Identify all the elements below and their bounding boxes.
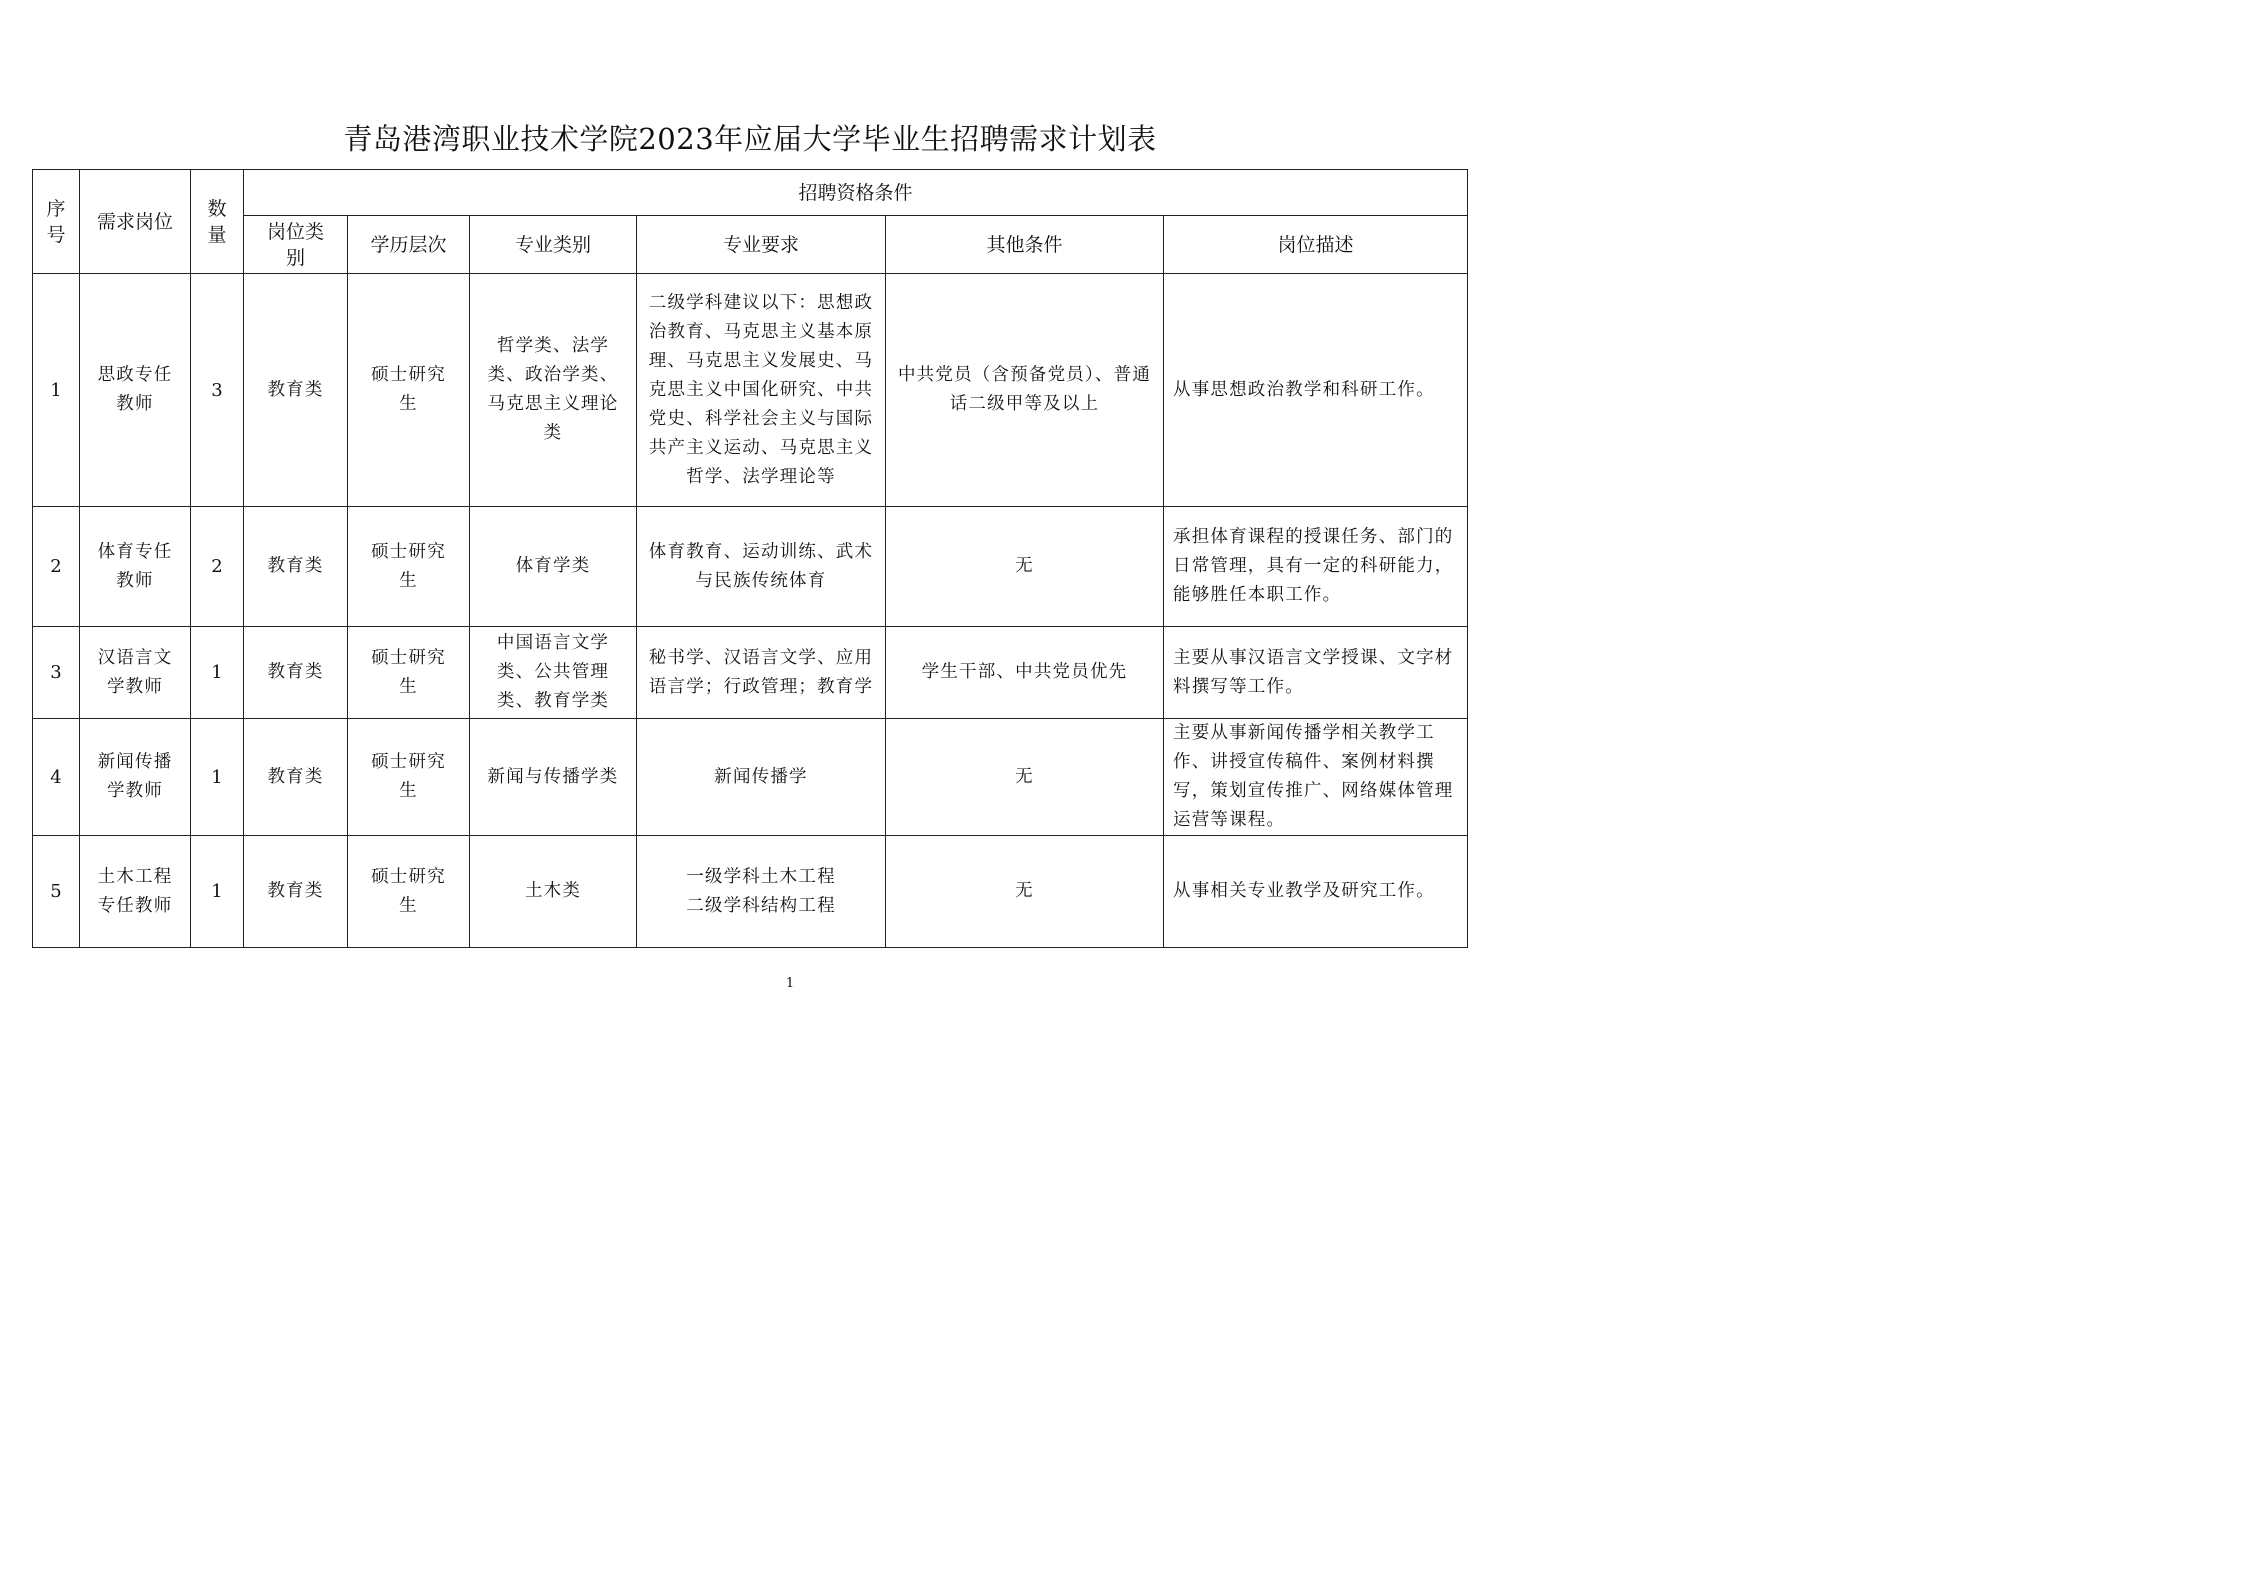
cell-position: 思政专任教师 [80, 274, 191, 507]
cell-major-requirement: 一级学科土木工程 二级学科结构工程 [637, 836, 886, 948]
cell-count: 1 [191, 719, 244, 836]
cell-description: 从事思想政治教学和科研工作。 [1164, 274, 1468, 507]
table-row [33, 719, 1468, 836]
cell-post-type: 教育类 [244, 836, 348, 948]
cell-position: 汉语言文学教师 [80, 627, 191, 719]
cell-position: 体育专任教师 [80, 507, 191, 627]
header-seq: 序号 [33, 170, 80, 274]
cell-post-type: 教育类 [244, 507, 348, 627]
cell-post-type: 教育类 [244, 719, 348, 836]
cell-other: 无 [886, 507, 1164, 627]
cell-count: 2 [191, 507, 244, 627]
page-number: 1 [785, 976, 795, 991]
table-row [33, 274, 1468, 507]
table-row [33, 836, 1468, 948]
cell-major-category: 新闻与传播学类 [470, 719, 637, 836]
cell-count: 1 [191, 836, 244, 948]
header-count: 数量 [191, 170, 244, 274]
cell-seq: 1 [33, 274, 80, 507]
cell-education: 硕士研究生 [348, 719, 470, 836]
cell-description: 承担体育课程的授课任务、部门的日常管理，具有一定的科研能力，能够胜任本职工作。 [1164, 507, 1468, 627]
cell-major-category: 哲学类、法学类、政治学类、马克思主义理论类 [470, 274, 637, 507]
header-major-category: 专业类别 [470, 216, 637, 274]
header-row-top [33, 170, 1468, 216]
cell-post-type: 教育类 [244, 627, 348, 719]
header-description: 岗位描述 [1164, 216, 1468, 274]
cell-position: 土木工程专任教师 [80, 836, 191, 948]
recruitment-plan-table [32, 169, 1468, 948]
cell-other: 中共党员（含预备党员）、普通话二级甲等及以上 [886, 274, 1164, 507]
cell-seq: 5 [33, 836, 80, 948]
header-qualifications: 招聘资格条件 [244, 170, 1468, 216]
header-major-requirement: 专业要求 [637, 216, 886, 274]
cell-major-category: 体育学类 [470, 507, 637, 627]
header-post-type: 岗位类别 [244, 216, 348, 274]
cell-major-requirement: 体育教育、运动训练、武术与民族传统体育 [637, 507, 886, 627]
cell-other: 无 [886, 836, 1164, 948]
header-education: 学历层次 [348, 216, 470, 274]
cell-major-category: 中国语言文学类、公共管理类、教育学类 [470, 627, 637, 719]
table-row [33, 507, 1468, 627]
cell-education: 硕士研究生 [348, 627, 470, 719]
cell-major-category: 土木类 [470, 836, 637, 948]
cell-education: 硕士研究生 [348, 274, 470, 507]
cell-education: 硕士研究生 [348, 507, 470, 627]
cell-major-requirement: 新闻传播学 [637, 719, 886, 836]
cell-other: 无 [886, 719, 1164, 836]
header-position: 需求岗位 [80, 170, 191, 274]
cell-seq: 4 [33, 719, 80, 836]
cell-position: 新闻传播学教师 [80, 719, 191, 836]
document-title: 青岛港湾职业技术学院2023年应届大学毕业生招聘需求计划表 [343, 122, 1157, 156]
cell-major-requirement: 秘书学、汉语言文学、应用语言学；行政管理；教育学 [637, 627, 886, 719]
cell-description: 主要从事新闻传播学相关教学工作、讲授宣传稿件、案例材料撰写，策划宣传推广、网络媒体管理运营等课程。 [1164, 719, 1468, 836]
cell-education: 硕士研究生 [348, 836, 470, 948]
cell-major-requirement: 二级学科建议以下：思想政治教育、马克思主义基本原理、马克思主义发展史、马克思主义中国化研究、中共党史、科学社会主义与国际共产主义运动、马克思主义哲学、法学理论等 [637, 274, 886, 507]
cell-seq: 2 [33, 507, 80, 627]
cell-count: 3 [191, 274, 244, 507]
cell-description: 从事相关专业教学及研究工作。 [1164, 836, 1468, 948]
header-row-bottom [33, 216, 1468, 274]
cell-seq: 3 [33, 627, 80, 719]
header-other: 其他条件 [886, 216, 1164, 274]
cell-description: 主要从事汉语言文学授课、文字材料撰写等工作。 [1164, 627, 1468, 719]
cell-count: 1 [191, 627, 244, 719]
cell-post-type: 教育类 [244, 274, 348, 507]
table-row [33, 627, 1468, 719]
cell-other: 学生干部、中共党员优先 [886, 627, 1164, 719]
